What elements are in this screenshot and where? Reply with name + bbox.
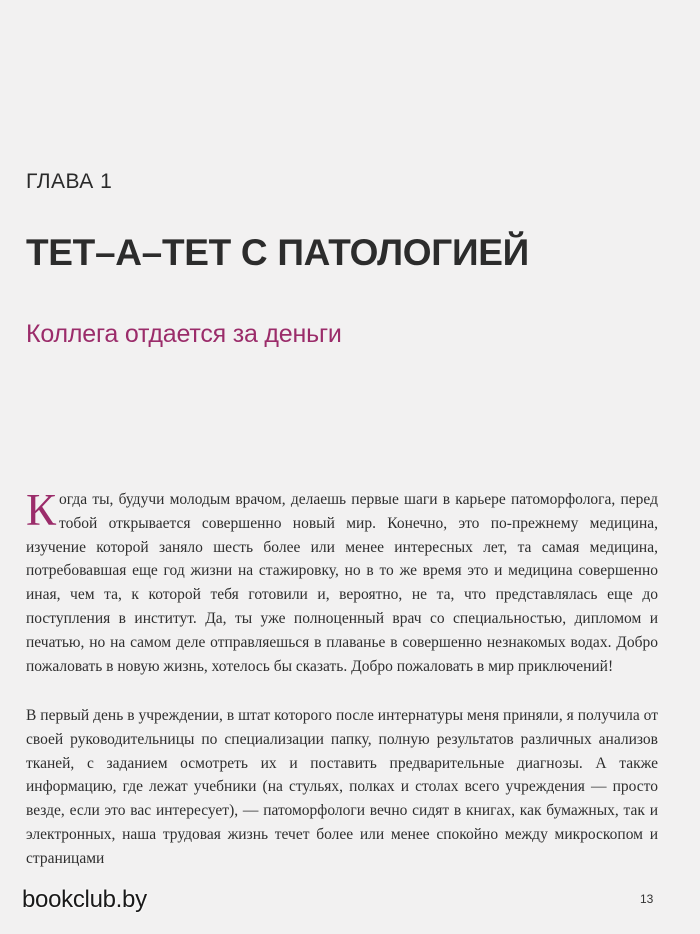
- paragraph-2: [26, 704, 658, 871]
- section-title: Коллега отдается за деньги: [26, 320, 342, 348]
- paragraph-1: [26, 485, 658, 678]
- page-number: 13: [640, 892, 654, 906]
- paragraph-1-text: огда ты, будучи молодым врачом, делаешь первые шаги в карьере патоморфолога, перед тобой открывается совершенно новый мир. Конечно, это по-прежнему медицина, изучение которой заняло шесть более или менее интересных лет, та самая медицина, потребовавшая еще год жизни на стажировку, но в то же время это и медицина совершенно иная, чем та, к которой тебя готовили и, вероятно, не та, что представлялась еще до поступления в институт. Да, ты уже полноценный врач со специальностью, дипломом и печатью, но на самом деле отправляешься в плаванье в совершенно незнакомых водах. Добро пожаловать в новую жизнь, хотелось бы сказать. Добро пожаловать в мир приключений!: [26, 491, 658, 675]
- chapter-label: ГЛАВА 1: [26, 170, 113, 193]
- chapter-title: ТЕТ–А–ТЕТ С ПАТОЛОГИЕЙ: [26, 232, 529, 273]
- paragraph-2-text: В первый день в учреждении, в штат которого после интернатуры меня приняли, я получила от своей руководительницы по специализации папку, полную результатов различных анализов тканей, с заданием осмотреть их и поставить предварительные диагнозы. А также информацию, где лежат учебники (на стульях, полках и столах всего учреждения — просто везде, если это вас интересует), — патоморфологи вечно сидят в книгах, как бумажных, так и электронных, наша трудовая жизнь течет более или менее спокойно между микроскопом и страницами: [26, 707, 658, 867]
- drop-cap: К: [26, 485, 57, 535]
- watermark-logo: bookclub.by: [22, 886, 147, 913]
